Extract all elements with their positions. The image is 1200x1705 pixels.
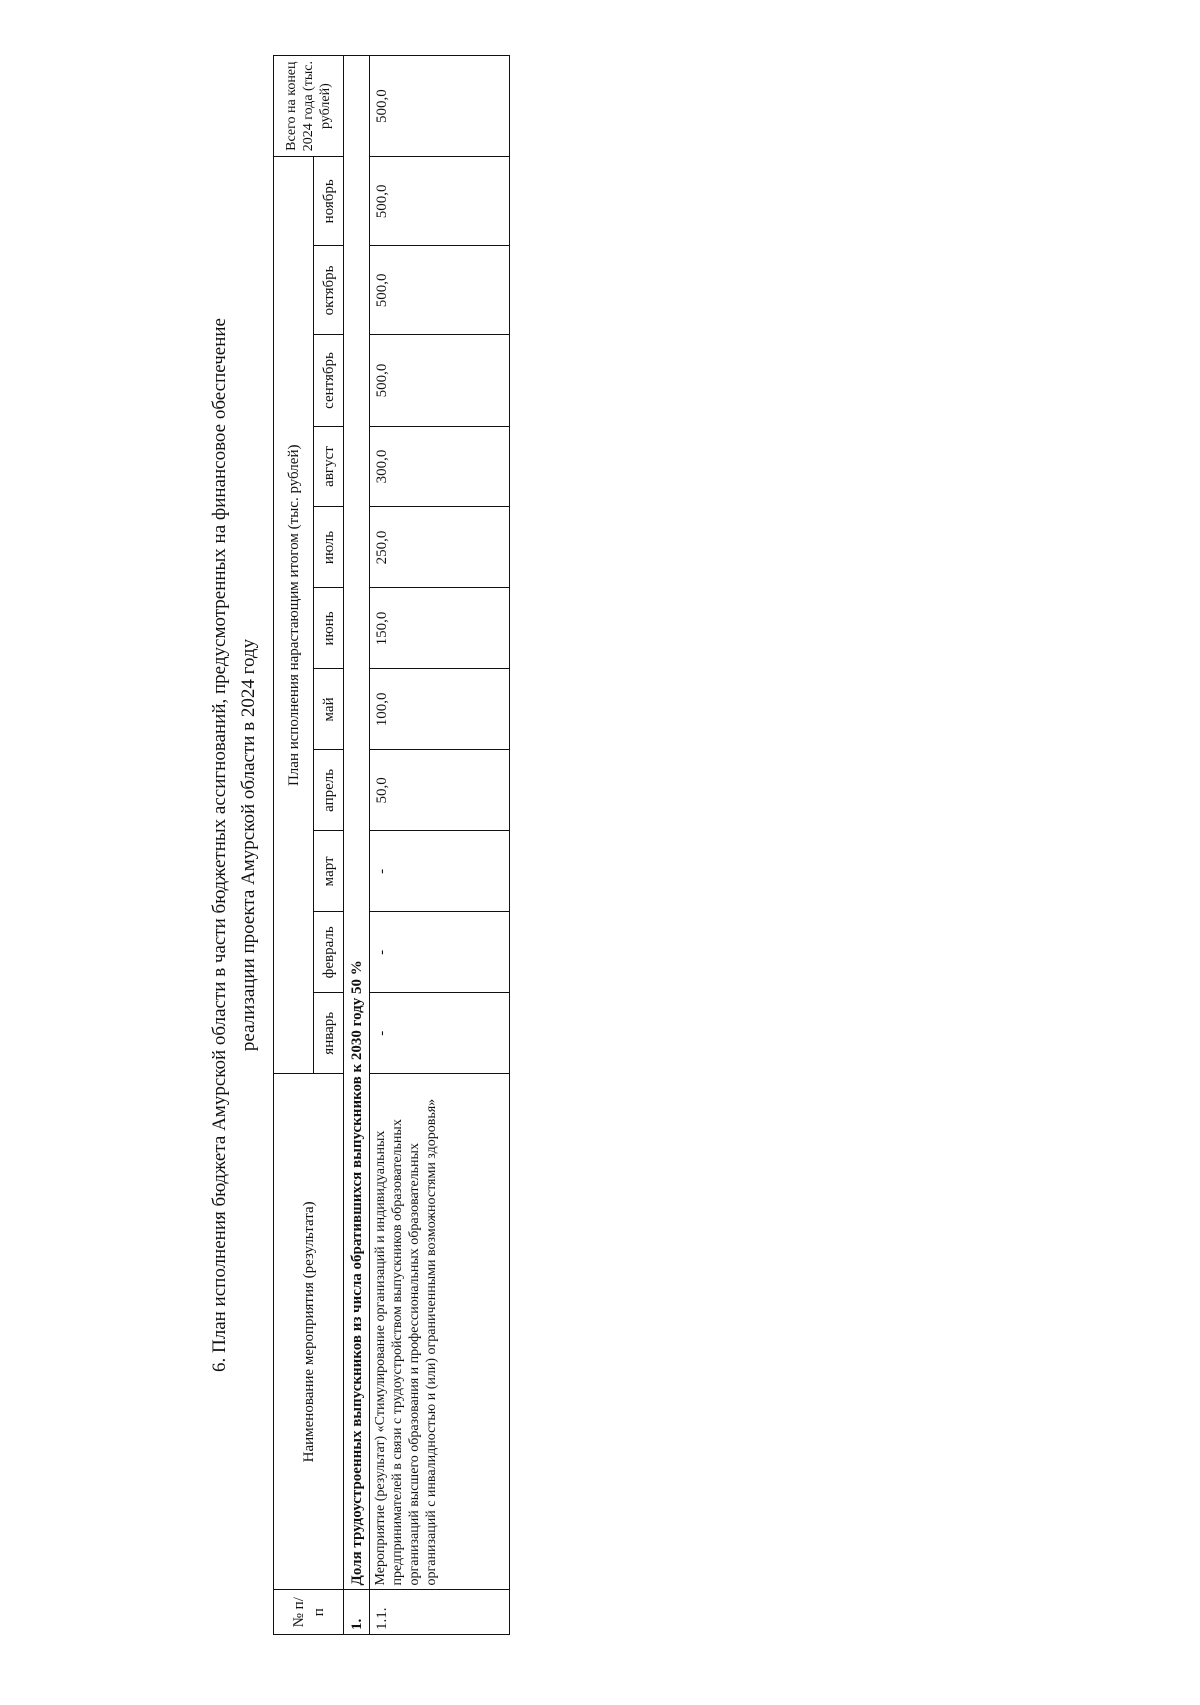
header-name: Наименование мероприятия (результата)	[274, 1074, 344, 1590]
section-row	[344, 56, 370, 1635]
row-num: 1.1.	[370, 1590, 510, 1635]
header-month: июнь	[314, 588, 344, 669]
header-month: июль	[314, 507, 344, 588]
table-row	[370, 56, 510, 1635]
header-month: февраль	[314, 912, 344, 993]
header-month: август	[314, 426, 344, 507]
row-value: 300,0	[370, 426, 510, 507]
row-value: 100,0	[370, 669, 510, 750]
row-value: -	[370, 912, 510, 993]
header-plan: План исполнения нарастающим итогом (тыс. рублей)	[274, 157, 314, 1074]
header-month: октябрь	[314, 246, 344, 335]
title-line-2: реализации проекта Амурской области в 2024 году	[238, 638, 259, 1052]
row-name: Мероприятие (результат) «Стимулирование организаций и индивидуальных предпринимателей в связи с трудоустройством выпускников образовательных организаций высшего образования и профессиональных образовательных организаций с инвалидностью и (или) ограниченными возможностями здоровья»	[370, 1074, 510, 1590]
header-month: май	[314, 669, 344, 750]
title-line-1: 6. План исполнения бюджета Амурской области в части бюджетных ассигнований, предусмотренных на финансовое обеспечение	[209, 318, 230, 1372]
header-month: январь	[314, 993, 344, 1074]
row-value: 250,0	[370, 507, 510, 588]
row-total: 500,0	[370, 56, 510, 157]
row-value: 500,0	[370, 246, 510, 335]
header-row-1	[274, 56, 314, 1635]
header-num: № п/п	[274, 1590, 344, 1635]
rotated-page	[205, 35, 805, 1655]
header-month: ноябрь	[314, 157, 344, 246]
row-value: 500,0	[370, 335, 510, 426]
row-value: 50,0	[370, 750, 510, 831]
header-month: апрель	[314, 750, 344, 831]
row-value: -	[370, 993, 510, 1074]
row-value: 500,0	[370, 157, 510, 246]
document-title	[205, 35, 265, 1655]
row-value: 150,0	[370, 588, 510, 669]
header-month: сентябрь	[314, 335, 344, 426]
header-total: Всего на конец 2024 года (тыс. рублей)	[274, 56, 344, 157]
header-month: март	[314, 831, 344, 912]
section-title: Доля трудоустроенных выпускников из числа обратившихся выпускников к 2030 году 50 %	[344, 56, 370, 1590]
section-num: 1.	[344, 1590, 370, 1635]
row-value: -	[370, 831, 510, 912]
budget-plan-table	[273, 55, 510, 1635]
